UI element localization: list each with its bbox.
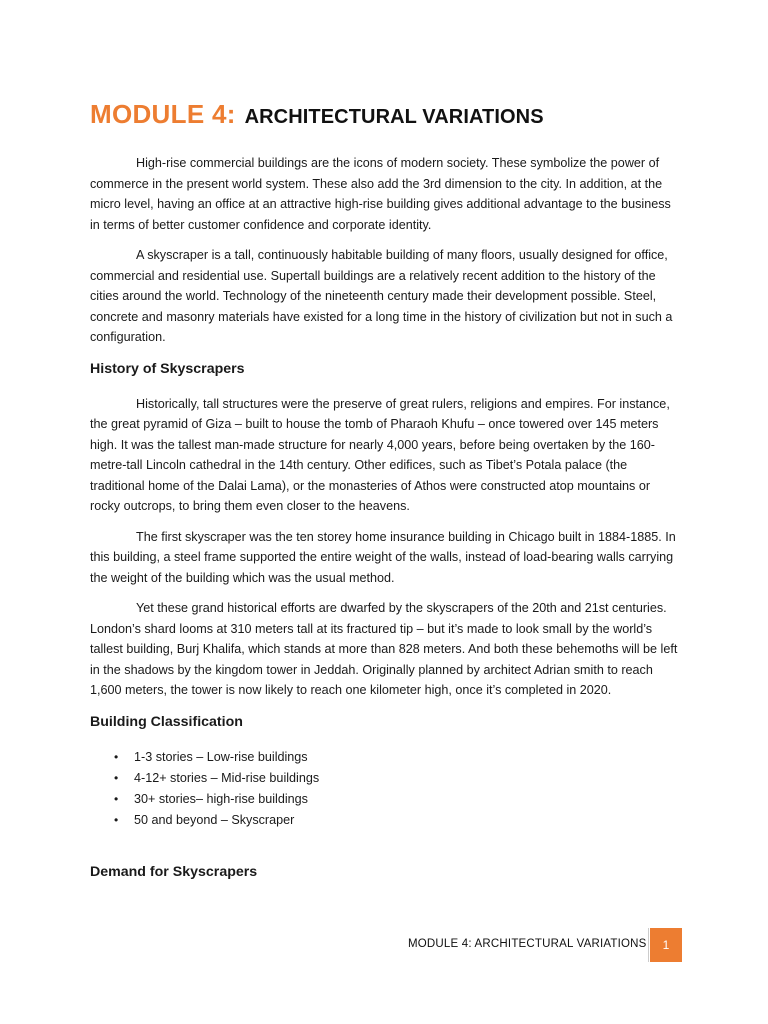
list-item: [90, 810, 680, 831]
footer-divider: [648, 928, 649, 962]
history-paragraph: Historically, tall structures were the preserve of great rulers, religions and empires. For instance, the great pyramid of Giza – built to house the tomb of Pharaoh Khufu – once towered over 145 meters high. It was the tallest man-made structure for nearly 4,000 years, before being overtaken by the 160-metre-tall Lincoln cathedral in the 14th century. Other edifices, such as Tibet’s Potala palace (the traditional home of the Dalai Lama), or the monasteries of Athos were constructed atop mountains or rocky outcrops, to bring them even closer to the heavens.: [90, 396, 670, 513]
list-item: [90, 768, 680, 789]
title-module-name: ARCHITECTURAL VARIATIONS: [244, 106, 544, 128]
bullet-icon: •: [114, 812, 119, 827]
page-content: [90, 94, 680, 883]
page-footer: [408, 928, 680, 962]
intro-paragraph: High-rise commercial buildings are the icons of modern society. These symbolize the power of commerce in the present world system. These also add the 3rd dimension to the city. In addition, at the micro level, having an office at an attractive high-rise building gives additional advantage to the business in terms of better customer confidence and corporate identity.: [90, 156, 671, 232]
classification-heading: Building Classification: [90, 713, 243, 730]
history-paragraph: Yet these grand historical efforts are dwarfed by the skyscrapers of the 20th and 21st centuries. London’s shard looms at 310 meters tall at its fractured tip – but it’s made to look small by the world’s tallest building, Burj Khalifa, which stands at more than 828 meters. And both these behemoths will be left in the shadows by the kingdom tower in Jeddah. Originally planned by architect Adrian smith to reach 1,600 meters, the tower is now likely to reach one kilometer high, once it’s completed in 2020.: [90, 601, 678, 697]
list-item-text: 1-3 stories – Low-rise buildings: [134, 749, 308, 764]
page-title: [90, 94, 680, 135]
footer-label: MODULE 4: ARCHITECTURAL VARIATIONS: [408, 938, 647, 950]
classification-list: [90, 747, 680, 831]
page-number-badge: 1: [650, 928, 682, 962]
list-item-text: 50 and beyond – Skyscraper: [134, 812, 295, 827]
bullet-icon: •: [114, 791, 119, 806]
history-paragraph: The first skyscraper was the ten storey home insurance building in Chicago built in 1884-1885. In this building, a steel frame supported the entire weight of the walls, instead of load-bearing walls carrying the weight of the building which was the usual method.: [90, 529, 676, 585]
demand-heading: Demand for Skyscrapers: [90, 863, 258, 880]
history-heading: History of Skyscrapers: [90, 360, 245, 377]
intro-paragraph: A skyscraper is a tall, continuously habitable building of many floors, usually designed for office, commercial and residential use. Supertall buildings are a relatively recent addition to the history of the cities around the world. Technology of the nineteenth century made their development possible. Steel, concrete and masonry materials have existed for a long time in the history of civilization but not in such a configuration.: [90, 248, 673, 344]
title-module-number: MODULE 4:: [90, 99, 236, 129]
list-item-text: 30+ stories– high-rise buildings: [134, 791, 308, 806]
bullet-icon: •: [114, 770, 119, 785]
bullet-icon: •: [114, 749, 119, 764]
list-item: [90, 789, 680, 810]
list-item: [90, 747, 680, 768]
list-item-text: 4-12+ stories – Mid-rise buildings: [134, 770, 320, 785]
